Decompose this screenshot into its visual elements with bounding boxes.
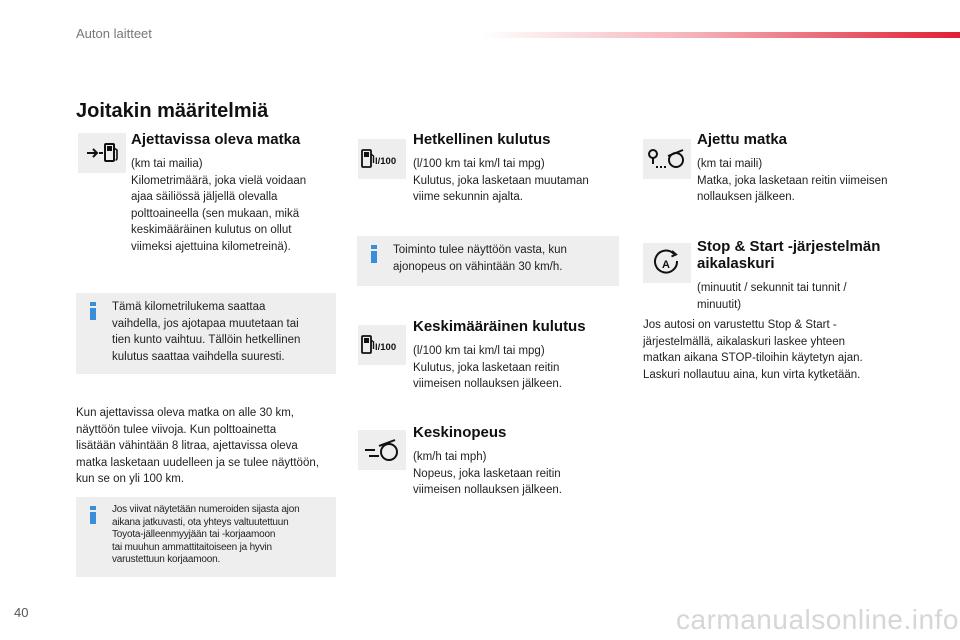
range-title: Ajettavissa oleva matka — [131, 131, 301, 148]
watermark: carmanualsonline.info — [676, 604, 959, 635]
stopstart-body: (minuutit / sekunnit tai tunnit / minuutit) — [697, 282, 847, 311]
range-entry — [131, 131, 341, 255]
header-accent-bar — [480, 32, 960, 38]
speed-body: (km/h tai mph) Nopeus, joka lasketaan reitin viimeisen nollauksen jälkeen. — [413, 451, 562, 496]
instant-title: Hetkellinen kulutus — [413, 131, 551, 148]
distance-entry — [697, 131, 917, 206]
icon-label: l/100 — [375, 342, 397, 353]
page-number: 40 — [14, 605, 29, 620]
instant-consumption-icon — [358, 139, 406, 179]
stopstart-entry — [697, 238, 927, 313]
range-body: (km tai mailia) Kilometrimäärä, joka vielä voidaan ajaa säiliössä jäljellä olevalla polttoaineella (sen mukaan, mikä keskimääräinen kulutus on ollut viimeksi ajettuina kilometreinä). — [131, 158, 307, 253]
distance-title: Ajettu matka — [697, 131, 788, 148]
section-title: Joitakin määritelmiä — [76, 100, 269, 122]
stop-start-icon — [643, 243, 691, 283]
dashes-note-text: Jos viivat näytetään numeroiden sijasta ajon aikana jatkuvasti, ota yhteys valtuutettuun Toyota-jälleenmyyjään tai -korjaamoon tai muuhun ammattitaitoiseen ja hyvin varustettuun korjaamoon. — [112, 504, 300, 565]
distance-body: (km tai maili) Matka, joka lasketaan reitin viimeisen nollauksen jälkeen. — [697, 158, 888, 203]
average-body: (l/100 km tai km/l tai mpg) Kulutus, joka lasketaan reitin viimeisen nollauksen jälkeen. — [413, 345, 562, 390]
range-note — [76, 293, 336, 374]
stopstart-paragraph: Jos autosi on varustettu Stop & Start - järjestelmällä, aikalaskuri laskee yhteen matkan aikana STOP-tiloihin käytetyn ajan. Laskuri nollautuu aina, kun virta kytketään. — [643, 319, 863, 381]
distance-travelled-icon — [643, 139, 691, 179]
info-icon — [90, 302, 96, 320]
svg-text:A: A — [662, 259, 670, 271]
average-speed-icon — [358, 430, 406, 470]
range-note-text: Tämä kilometrilukema saattaa vaihdella, jos ajotapaa muutetaan tai tien kunto vaihtuu. Tällöin hetkellinen kulutus saattaa vaihdella suuresti. — [112, 301, 301, 363]
info-icon — [371, 245, 377, 263]
dashes-note — [76, 497, 336, 577]
info-icon — [90, 506, 96, 524]
speed-title: Keskinopeus — [413, 424, 507, 441]
fuel-range-icon — [78, 133, 126, 173]
range-low-paragraph: Kun ajettavissa oleva matka on alle 30 km, näyttöön tulee viivoja. Kun polttoainetta lisätään vähintään 8 litraa, ajettavissa oleva matka lasketaan uudelleen ja se tulee näyttöön, kun se on yli 100 km. — [76, 407, 319, 485]
speed-entry — [413, 424, 623, 499]
average-entry — [413, 318, 623, 393]
average-title: Keskimääräinen kulutus — [413, 318, 586, 335]
icon-label: l/100 — [375, 156, 397, 167]
stopstart-title: Stop & Start -järjestelmän aikalaskuri — [697, 238, 881, 272]
average-consumption-icon — [358, 325, 406, 365]
instant-note — [357, 236, 619, 286]
instant-entry — [413, 131, 623, 206]
instant-note-text: Toiminto tulee näyttöön vasta, kun ajonopeus on vähintään 30 km/h. — [393, 244, 567, 273]
header-title: Auton laitteet — [76, 26, 152, 41]
instant-body: (l/100 km tai km/l tai mpg) Kulutus, joka lasketaan muutaman viime sekunnin ajalta. — [413, 158, 589, 203]
